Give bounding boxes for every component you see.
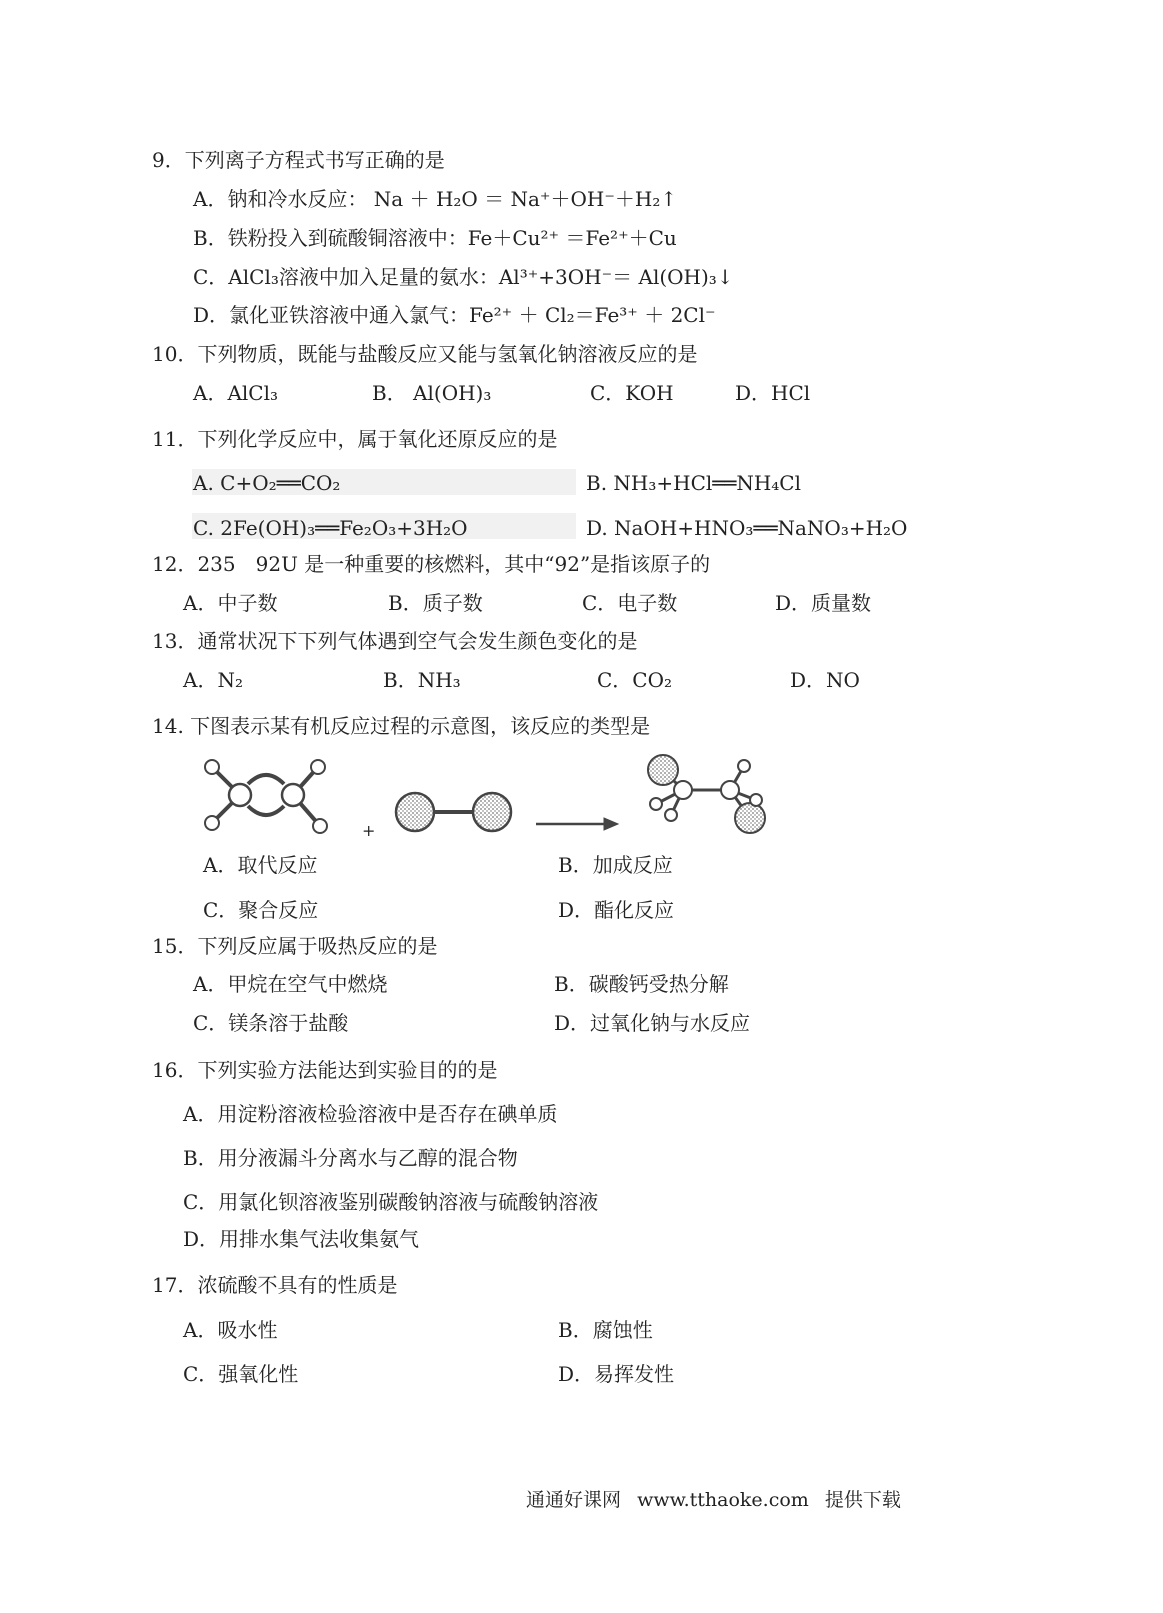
q15-option-d: D．过氧化钠与水反应 — [554, 1011, 751, 1035]
q9-option-a: A．钠和冷水反应： Na ＋ H₂O ＝ Na⁺＋OH⁻＋H₂↑ — [193, 187, 678, 211]
q17-option-b: B．腐蚀性 — [558, 1318, 653, 1342]
q9-option-b: B．铁粉投入到硫酸铜溶液中：Fe＋Cu²⁺ ＝Fe²⁺＋Cu — [193, 226, 677, 250]
halogen-atom-1 — [396, 793, 434, 831]
q13-stem: 13．通常状况下下列气体遇到空气会发生颜色变化的是 — [152, 629, 638, 653]
q15-option-c: C．镁条溶于盐酸 — [193, 1011, 349, 1035]
hydrogen-atom — [311, 760, 325, 774]
q10-option-a: A．AlCl₃ — [193, 381, 278, 405]
q12-option-c: C．电子数 — [582, 591, 678, 615]
q12-stem: 12．235 92U 是一种重要的核燃料，其中“92”是指该原子的 — [152, 552, 711, 576]
q11-option-b: B. NH₃+HCl══NH₄Cl — [586, 471, 802, 495]
q17-option-a: A．吸水性 — [183, 1318, 278, 1342]
q13-option-b: B．NH₃ — [383, 668, 461, 692]
q14-option-c: C．聚合反应 — [203, 898, 319, 922]
q14-option-a: A．取代反应 — [203, 853, 318, 877]
footer — [526, 1485, 911, 1512]
reaction-arrow-icon — [536, 818, 618, 830]
carbon-atom — [674, 781, 692, 799]
q14-option-b: B．加成反应 — [558, 853, 673, 877]
footer-site-name: 通通好课网 — [526, 1489, 622, 1511]
q16-option-d: D．用排水集气法收集氨气 — [183, 1227, 420, 1251]
q12-option-d: D．质量数 — [775, 591, 872, 615]
q9-option-c: C．AlCl₃溶液中加入足量的氨水：Al³⁺+3OH⁻＝ Al(OH)₃↓ — [193, 265, 734, 289]
halogen-atom-2 — [473, 793, 511, 831]
double-bond-upper — [248, 775, 284, 784]
q15-option-a: A．甲烷在空气中燃烧 — [193, 972, 388, 996]
q10-option-b: B． Al(OH)₃ — [372, 381, 492, 405]
plus-sign: + — [362, 821, 376, 840]
double-bond-lower — [248, 806, 284, 815]
q16-option-b: B．用分液漏斗分离水与乙醇的混合物 — [183, 1146, 518, 1170]
footer-url[interactable]: www.tthaoke.com — [637, 1489, 809, 1511]
footer-suffix: 提供下载 — [824, 1489, 901, 1511]
q13-option-c: C．CO₂ — [597, 668, 673, 692]
q10-stem: 10．下列物质，既能与盐酸反应又能与氢氧化钠溶液反应的是 — [152, 342, 698, 366]
q14-stem: 14. 下图表示某有机反应过程的示意图，该反应的类型是 — [152, 714, 651, 738]
hydrogen-atom — [313, 819, 327, 833]
q17-option-d: D．易挥发性 — [558, 1362, 675, 1386]
halogen-molecule — [396, 793, 511, 831]
product-molecule — [648, 755, 765, 833]
ethylene-molecule — [205, 760, 327, 833]
q9-stem: 9．下列离子方程式书写正确的是 — [152, 148, 445, 172]
q10-option-d: D．HCl — [735, 381, 811, 405]
q17-option-c: C．强氧化性 — [183, 1362, 299, 1386]
q11-stem: 11．下列化学反应中，属于氧化还原反应的是 — [152, 427, 558, 451]
q12-option-a: A．中子数 — [183, 591, 278, 615]
halogen-atom — [735, 803, 765, 833]
carbon-atom-2 — [282, 784, 304, 806]
halogen-atom — [648, 755, 678, 785]
q16-option-a: A．用淀粉溶液检验溶液中是否存在碘单质 — [183, 1102, 558, 1126]
q9-option-d: D．氯化亚铁溶液中通入氯气：Fe²⁺ ＋ Cl₂＝Fe³⁺ ＋ 2Cl⁻ — [193, 303, 716, 327]
hydrogen-atom — [750, 794, 762, 806]
q16-stem: 16．下列实验方法能达到实验目的的是 — [152, 1058, 498, 1082]
hydrogen-atom — [665, 809, 677, 821]
q16-option-c: C．用氯化钡溶液鉴别碳酸钠溶液与硫酸钠溶液 — [183, 1190, 599, 1214]
q12-option-b: B．质子数 — [388, 591, 483, 615]
hydrogen-atom — [205, 760, 219, 774]
q13-option-a: A．N₂ — [183, 668, 243, 692]
hydrogen-atom — [205, 816, 219, 830]
hydrogen-atom — [650, 798, 662, 810]
q15-option-b: B．碳酸钙受热分解 — [554, 972, 729, 996]
q15-stem: 15．下列反应属于吸热反应的是 — [152, 934, 438, 958]
carbon-atom-1 — [229, 784, 251, 806]
q17-stem: 17．浓硫酸不具有的性质是 — [152, 1273, 398, 1297]
q11-option-a: A. C+O₂══CO₂ — [193, 471, 341, 495]
q10-option-c: C．KOH — [590, 381, 674, 405]
q14-option-d: D．酯化反应 — [558, 898, 675, 922]
q13-option-d: D．NO — [790, 668, 860, 692]
q11-option-c: C. 2Fe(OH)₃══Fe₂O₃+3H₂O — [193, 516, 468, 540]
carbon-atom — [721, 781, 739, 799]
hydrogen-atom — [738, 760, 750, 772]
q11-option-d: D. NaOH+HNO₃══NaNO₃+H₂O — [586, 516, 908, 540]
